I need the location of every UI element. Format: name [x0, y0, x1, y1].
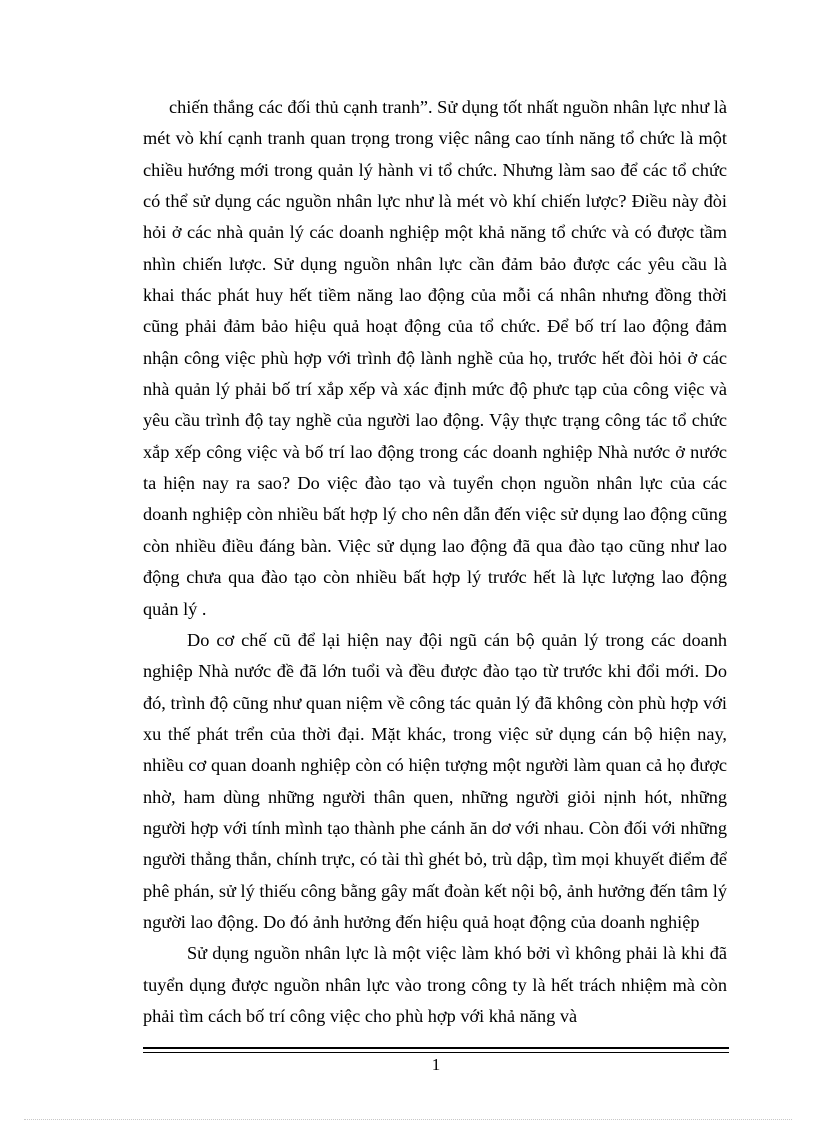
- page-body: [143, 92, 727, 1032]
- page-edge-divider: [24, 1119, 792, 1120]
- footer-rule-thin: [143, 1052, 729, 1053]
- paragraph-2: Do cơ chế cũ để lại hiện nay đội ngũ cán bộ quản lý trong các doanh nghiệp Nhà nước đề đã lớn tuổi và đều được đào tạo từ trước khi đổi mới. Do đó, trình độ cũng như quan niệm về công tác quản lý đã không còn phù hợp với xu thế phát trển của thời đại. Mặt khác, trong việc sử dụng cán bộ hiện nay, nhiều cơ quan doanh nghiệp còn có hiện tượng một người làm quan cả họ được nhờ, ham dùng những người thân quen, những người giỏi nịnh hót, những người hợp với tính mình tạo thành phe cánh ăn dơ với nhau. Còn đối với những người thẳng thắn, chính trực, có tài thì ghét bỏ, trù dập, tìm mọi khuyết điểm để phê phán, sử lý thiếu công bằng gây mất đoàn kết nội bộ, ảnh hưởng đến tâm lý người lao động. Do đó ảnh hưởng đến hiệu quả hoạt động của doanh nghiệp: [143, 629, 727, 932]
- page-number: 1: [431, 1055, 441, 1074]
- paragraph-3: Sử dụng nguồn nhân lực là một việc làm khó bởi vì không phải là khi đã tuyển dụng được nguồn nhân lực vào trong công ty là hết trách nhiệm mà còn phải tìm cách bố trí công việc cho phù hợp với khả năng và: [143, 943, 727, 1026]
- footer-rule-thick: [143, 1047, 729, 1049]
- paragraph-1: chiến thắng các đối thủ cạnh tranh”. Sử dụng tốt nhất nguồn nhân lực như là mét vò khí cạnh tranh quan trọng trong việc nâng cao tính năng tổ chức là một chiều hướng mới trong quản lý hành vi tổ chức. Nhưng làm sao để các tổ chức có thể sử dụng các nguồn nhân lực như là mét vò khí chiến lược? Điều này đòi hỏi ở các nhà quản lý các doanh nghiệp một khả năng tổ chức và có được tầm nhìn chiến lược. Sử dụng nguồn nhân lực cần đảm bảo được các yêu cầu là khai thác phát huy hết tiềm năng lao động của mỗi cá nhân nhưng đồng thời cũng phải đảm bảo hiệu quả hoạt động của tổ chức. Để bố trí lao động đảm nhận công việc phù hợp với trình độ lành nghề của họ, trước hết đòi hỏi ở các nhà quản lý phải bố trí xắp xếp và xác định mức độ phưc tạp của công việc và yêu cầu trình độ tay nghề của người lao động. Vậy thực trạng công tác tổ chức xắp xếp công việc và bố trí lao động trong các doanh nghiệp Nhà nước ở nước ta hiện nay ra sao? Do việc đào tạo và tuyển chọn nguồn nhân lực của các doanh nghiệp còn nhiều bất hợp lý cho nên dẫn đến việc sử dụng lao động cũng còn nhiều điều đáng bàn. Việc sử dụng lao động đã qua đào tạo cũng như lao động chưa qua đào tạo còn nhiều bất hợp lý trước hết là lực lượng lao động quản lý .: [143, 97, 727, 619]
